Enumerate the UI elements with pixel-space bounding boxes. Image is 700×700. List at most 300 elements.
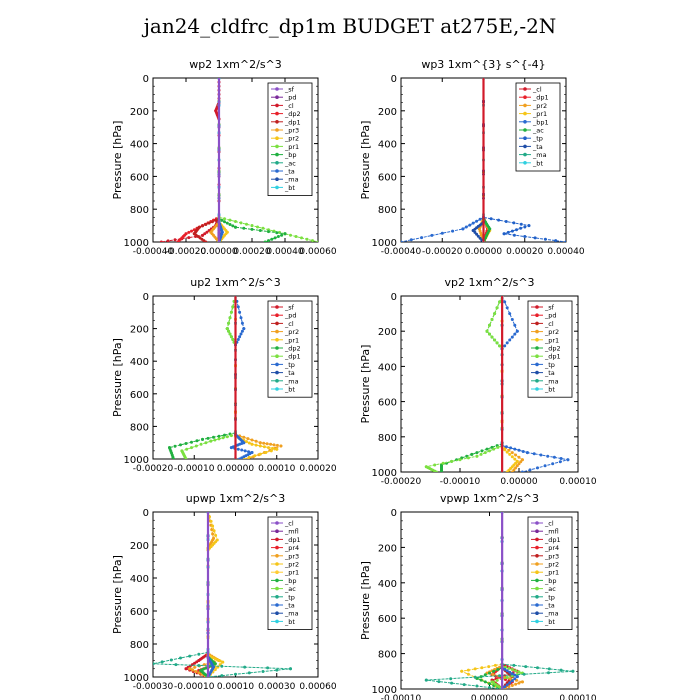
legend-entry: _dp2 [545, 344, 561, 353]
series-point_ta [513, 674, 516, 677]
y-tick-label: 200 [377, 327, 397, 339]
legend-marker [275, 104, 279, 108]
series-point_tp [512, 221, 515, 224]
legend-entry: _pr4 [545, 544, 560, 553]
x-tick-label: -0.00020 [422, 247, 463, 257]
legend-marker [275, 354, 279, 358]
series-point_dp1 [227, 322, 230, 325]
legend-entry: _dp1 [533, 93, 549, 102]
series-point_tp [475, 685, 478, 688]
y-tick-label: 600 [377, 614, 397, 626]
x-tick-label: 0.00010 [258, 464, 296, 474]
legend-marker [275, 546, 279, 550]
series-point_bp [267, 230, 270, 233]
series-point_tp [474, 676, 477, 679]
legend-entry: _bp [285, 576, 297, 585]
legend-entry: _bt [285, 617, 295, 626]
y-tick-label: 400 [129, 574, 149, 585]
series-point_cl [167, 239, 170, 242]
series-line_pr3 [190, 512, 219, 677]
series-point_tp [506, 341, 509, 344]
series-point_dp1 [201, 224, 204, 227]
series-point_pr1 [513, 458, 516, 461]
series-point_tp [505, 220, 508, 223]
x-tick-label: -0.00020 [132, 464, 174, 474]
x-tick-label: 0.00040 [266, 247, 304, 257]
series-point_pr1 [234, 220, 237, 223]
legend-marker [535, 538, 539, 542]
series-point_bp [492, 670, 495, 673]
legend-entry: _cl [285, 101, 294, 110]
legend-entry: _dp1 [285, 118, 301, 127]
series-line_pr1 [462, 512, 502, 689]
series-point_bp [484, 673, 487, 676]
legend-marker [275, 595, 279, 599]
series-point_tp [508, 339, 511, 342]
y-tick-label: 600 [129, 389, 149, 401]
series-point_tp [512, 664, 515, 667]
series-point_bp1 [479, 218, 482, 221]
series-point_pr2 [266, 442, 269, 445]
y-axis-label: Pressure [hPa] [359, 344, 372, 424]
series-point_bp [220, 219, 223, 222]
series-point_tp [170, 659, 173, 662]
series-point_ta [513, 677, 516, 680]
series-point_dp1 [498, 300, 501, 303]
series-point_ta [503, 685, 506, 688]
series-point_pr1 [253, 454, 256, 457]
series-line_pr2 [487, 512, 522, 689]
series-point_bp [488, 672, 491, 675]
series-line_dp1 [492, 512, 517, 689]
y-tick-label: 800 [377, 649, 397, 661]
series-point_pr2 [211, 525, 214, 528]
legend-entry: _pr3 [285, 552, 300, 561]
series-point_pr1 [270, 449, 273, 452]
legend-marker [523, 120, 527, 124]
x-tick-label: 0.00000 [500, 477, 538, 487]
series-point_tp [505, 445, 508, 448]
series-point_dp2 [187, 231, 190, 234]
series-point_bp1 [420, 236, 423, 239]
series-point_tp [490, 217, 493, 220]
series-point_bp1 [451, 230, 454, 233]
series-point_tp [511, 336, 514, 339]
panel-title: up2 1xm^2/s^3 [190, 276, 281, 289]
y-axis-label: Pressure [hPa] [111, 120, 124, 200]
series-point_tp [152, 662, 155, 665]
series-point_bp1 [475, 220, 478, 223]
legend-entry: _dp1 [545, 535, 561, 544]
series-point_bp1 [468, 224, 471, 227]
legend-marker [275, 603, 279, 607]
series-point_dp1 [195, 445, 198, 448]
series-point_dp1 [204, 441, 207, 444]
series-point_pr1 [229, 219, 232, 222]
panel-title: upwp 1xm^2/s^3 [185, 492, 286, 505]
series-line_cl [161, 78, 219, 242]
series-point_dp2 [480, 449, 483, 452]
panel-title: wp2 1xm^2/s^3 [189, 58, 282, 71]
series-point_bp1 [472, 222, 475, 225]
panel-title: vpwp 1xm^2/s^3 [439, 492, 540, 505]
legend-entry: _cl [285, 519, 294, 528]
x-tick-label: 0.00000 [470, 694, 509, 700]
series-point_pr2 [242, 436, 245, 439]
series-point_dp1 [467, 456, 470, 459]
series-point_tp [230, 446, 233, 449]
series-point_pr2 [259, 441, 262, 444]
series-point_dp2 [174, 445, 177, 448]
series-point_tp [560, 669, 563, 672]
series-point_tp [544, 238, 547, 241]
series-point_dp1 [229, 316, 232, 319]
series-point_tp [560, 457, 563, 460]
y-tick-label: 800 [129, 205, 149, 217]
y-tick-label: 1000 [371, 468, 397, 479]
legend-entry: _sf [545, 303, 554, 312]
legend-marker [275, 322, 279, 326]
legend-entry: _pr1 [285, 568, 300, 577]
series-point_bp [251, 228, 254, 231]
legend-marker [275, 371, 279, 375]
series-point_dp1 [498, 344, 501, 347]
series-point_dp1 [218, 437, 221, 440]
y-axis-label: Pressure [hPa] [111, 555, 124, 634]
legend-marker [275, 120, 279, 124]
legend-marker [275, 313, 279, 317]
series-point_tp [238, 458, 241, 461]
series-point_dp2 [190, 230, 193, 233]
legend-entry: _pr2 [545, 560, 560, 569]
x-tick-label: 0.00000 [216, 464, 255, 474]
series-point_tp [425, 679, 428, 682]
series-point_dp1 [493, 339, 496, 342]
series-point_pr2 [210, 520, 213, 523]
series-point_pr1 [267, 446, 270, 449]
legend-marker [535, 330, 539, 334]
chart-panel-6 [359, 492, 597, 700]
series-point_dp1 [185, 448, 188, 451]
series-point_dp1 [209, 440, 212, 443]
series-point_bp [484, 680, 487, 683]
series-point_dp1 [488, 333, 491, 336]
legend-entry: _cl [545, 519, 554, 528]
series-point_pr1 [317, 241, 320, 244]
legend-entry: _bt [285, 183, 295, 192]
series-point_pr2 [511, 471, 514, 474]
legend-marker [275, 538, 279, 542]
series-point_pr1 [474, 667, 477, 670]
legend-marker [523, 153, 527, 157]
legend-marker [535, 570, 539, 574]
legend-marker [523, 136, 527, 140]
series-point_tp [519, 227, 522, 230]
series-point_ta [508, 681, 511, 684]
series-point_dp2 [207, 437, 210, 440]
legend-marker [535, 587, 539, 591]
legend-entry: _ta [285, 369, 295, 378]
y-tick-label: 600 [377, 172, 397, 184]
series-point_tp [248, 671, 251, 674]
series-point_cl [174, 238, 177, 241]
x-tick-label: 0.00060 [299, 682, 337, 692]
legend-marker [275, 95, 279, 99]
series-point_ta [503, 668, 506, 671]
series-point_dp1 [222, 436, 225, 439]
x-tick-label: -0.00040 [380, 247, 422, 257]
y-axis-label: Pressure [hPa] [111, 338, 124, 417]
series-point_dp1 [492, 448, 495, 451]
series-point_dp1 [230, 434, 233, 437]
x-tick-label: -0.00010 [380, 694, 422, 700]
series-point_tp [513, 333, 516, 336]
legend-marker [523, 145, 527, 149]
legend-entry: _ac [533, 126, 544, 135]
legend-marker [275, 186, 279, 190]
legend-marker [275, 529, 279, 533]
series-point_pr2 [251, 439, 254, 442]
series-line_pr3 [502, 512, 512, 689]
series-point_pr1 [251, 224, 254, 227]
series-point_tp [498, 674, 501, 677]
y-tick-label: 0 [390, 74, 397, 85]
y-tick-label: 800 [377, 432, 397, 444]
series-point_pr2 [262, 442, 265, 445]
series-point_pr2 [273, 443, 276, 446]
series-point_tp [237, 338, 240, 341]
series-point_dp1 [475, 455, 478, 458]
series-point_pr3 [188, 667, 191, 670]
legend-entry: _dp1 [285, 535, 301, 544]
series-point_pr1 [506, 471, 509, 474]
series-line_dp2 [442, 296, 503, 472]
panel-title: wp3 1xm^{3} s^{-4} [421, 58, 546, 71]
y-tick-label: 0 [142, 292, 149, 303]
series-point_dp2 [172, 458, 175, 461]
legend-entry: _tp [545, 593, 555, 602]
series-point_tp [238, 311, 241, 314]
legend-entry: _ma [533, 151, 547, 160]
series-point_dp1 [200, 443, 203, 446]
legend-entry: _mfl [285, 527, 299, 536]
series-point_pr1 [263, 445, 266, 448]
series-point_bp1 [441, 232, 444, 235]
panel-title: vp2 1xm^2/s^3 [444, 276, 535, 289]
series-point_pr1 [262, 227, 265, 230]
series-point_ta [516, 675, 519, 678]
legend-entry: _tp [533, 134, 543, 143]
series-point_tp [220, 674, 223, 677]
series-point_dp2 [190, 441, 193, 444]
series-point_pr1 [248, 442, 251, 445]
legend-marker [275, 330, 279, 334]
y-axis-label: Pressure [hPa] [359, 120, 372, 200]
series-point_dp1 [185, 458, 188, 461]
legend-entry: _tp [545, 360, 555, 369]
series-point_pr3 [211, 533, 214, 536]
series-point_pr1 [245, 440, 248, 443]
series-point_ac [496, 679, 499, 682]
legend-marker [535, 521, 539, 525]
series-point_dp1 [227, 330, 230, 333]
legend-entry: _pr2 [285, 560, 300, 569]
series-point_dp1 [488, 449, 491, 452]
series-point_dp1 [204, 223, 207, 226]
series-point_tp [266, 666, 269, 669]
series-point_tp [523, 226, 526, 229]
series-point_tp [243, 666, 246, 669]
series-point_tp [527, 224, 530, 227]
series-point_tp [520, 223, 523, 226]
series-point_tp [241, 330, 244, 333]
legend-entry: _cl [285, 319, 294, 328]
legend-entry: _cl [545, 319, 554, 328]
y-tick-label: 400 [377, 362, 397, 374]
series-point_pr1 [275, 448, 278, 451]
legend-entry: _pr2 [285, 134, 300, 143]
y-tick-label: 400 [377, 139, 397, 151]
series-point_tp [523, 673, 526, 676]
series-point_pr1 [503, 448, 506, 451]
legend-entry: _ta [285, 601, 295, 610]
y-tick-label: 800 [129, 422, 149, 434]
series-point_bp [242, 227, 245, 230]
series-point_dp1 [229, 333, 232, 336]
series-point_tp [237, 305, 240, 308]
legend-entry: _bt [285, 385, 295, 394]
series-point_bp [280, 234, 283, 237]
legend-entry: _cl [533, 85, 542, 94]
series-point_pr1 [506, 451, 509, 454]
legend-marker [523, 87, 527, 91]
legend-marker [535, 338, 539, 342]
series-point_ac [506, 676, 509, 679]
x-tick-label: 0.00000 [464, 247, 503, 257]
series-point_pr3 [194, 670, 197, 673]
series-point_bp [277, 235, 280, 238]
legend-entry: _pr3 [285, 126, 300, 135]
legend-marker [275, 338, 279, 342]
legend-marker [535, 387, 539, 391]
y-tick-label: 1000 [371, 238, 397, 249]
series-point_pr2 [511, 684, 514, 687]
y-tick-label: 400 [129, 139, 149, 151]
y-tick-label: 600 [129, 607, 149, 618]
series-point_tp [522, 450, 525, 453]
legend-entry: _pd [545, 311, 557, 320]
legend-marker [535, 322, 539, 326]
legend-entry: _ta [285, 167, 295, 176]
series-point_pr1 [511, 455, 514, 458]
series-point_bp [231, 224, 234, 227]
series-point_tp [521, 471, 524, 474]
series-point_pr1 [460, 670, 463, 673]
series-point_tp [179, 657, 182, 660]
series-point_pr1 [311, 239, 314, 242]
x-tick-label: 0.00000 [200, 247, 238, 257]
legend-marker [535, 379, 539, 383]
series-point_tp [237, 448, 240, 451]
legend-marker [275, 554, 279, 558]
series-line_dp1 [194, 78, 219, 242]
legend-marker [275, 346, 279, 350]
x-tick-label: -0.00010 [174, 682, 215, 692]
legend-entry: _pd [285, 311, 297, 320]
legend-entry: _dp1 [285, 352, 301, 361]
legend-marker [535, 603, 539, 607]
series-point_tp [240, 449, 243, 452]
series-point_tp [275, 669, 278, 672]
series-line_ta [473, 78, 483, 242]
legend-marker [275, 136, 279, 140]
series-point_dp2 [196, 439, 199, 442]
series-point_pr1 [480, 666, 483, 669]
x-tick-label: -0.00010 [439, 477, 481, 487]
legend-entry: _pr1 [285, 142, 300, 151]
legend-marker [535, 611, 539, 615]
series-point_ta [506, 669, 509, 672]
legend-marker [535, 371, 539, 375]
legend-entry: _ma [545, 609, 559, 618]
chart-panel-2 [359, 58, 585, 257]
legend-marker [523, 104, 527, 108]
legend-marker [275, 570, 279, 574]
series-point_cl [201, 234, 204, 237]
series-point_pr2 [518, 682, 521, 685]
legend-marker [535, 363, 539, 367]
series-point_dp1 [488, 324, 491, 327]
series-point_dp1 [190, 446, 193, 449]
series-point_tp [536, 466, 539, 469]
legend-entry: _ta [545, 369, 555, 378]
series-point_tp [242, 327, 245, 330]
series-point_tp [526, 451, 529, 454]
series-point_pr1 [289, 234, 292, 237]
series-point_pr1 [508, 453, 511, 456]
series-point_tp [289, 667, 292, 670]
series-point_pr1 [256, 226, 259, 229]
series-point_ac [518, 670, 521, 673]
series-point_dp2 [475, 451, 478, 454]
series-point_tp [511, 230, 514, 233]
series-point_bp [229, 223, 232, 226]
series-point_pr2 [214, 534, 217, 537]
series-point_tp [234, 673, 237, 676]
series-point_dp1 [226, 435, 229, 438]
series-point_tp [536, 666, 539, 669]
series-point_bp [480, 679, 483, 682]
series-point_dp1 [204, 241, 207, 244]
series-point_tp [566, 458, 569, 461]
series-point_tp [463, 683, 466, 686]
series-point_dp2 [223, 434, 226, 437]
legend-entry: _dp2 [285, 110, 301, 119]
series-point_dp2 [176, 241, 179, 244]
y-tick-label: 400 [129, 357, 149, 369]
x-tick-label: 0.00020 [506, 247, 544, 257]
series-point_pr2 [511, 451, 514, 454]
series-point_bp [488, 682, 491, 685]
series-point_dp1 [435, 471, 438, 474]
series-point_dp1 [493, 312, 496, 315]
y-tick-label: 1000 [123, 238, 149, 249]
y-tick-label: 200 [129, 106, 149, 118]
series-point_tp [161, 660, 164, 663]
series-point_dp1 [442, 462, 445, 465]
series-point_pr1 [467, 669, 470, 672]
figure-title: jan24_cldfrc_dp1m BUDGET at275E,-2N [143, 14, 557, 38]
